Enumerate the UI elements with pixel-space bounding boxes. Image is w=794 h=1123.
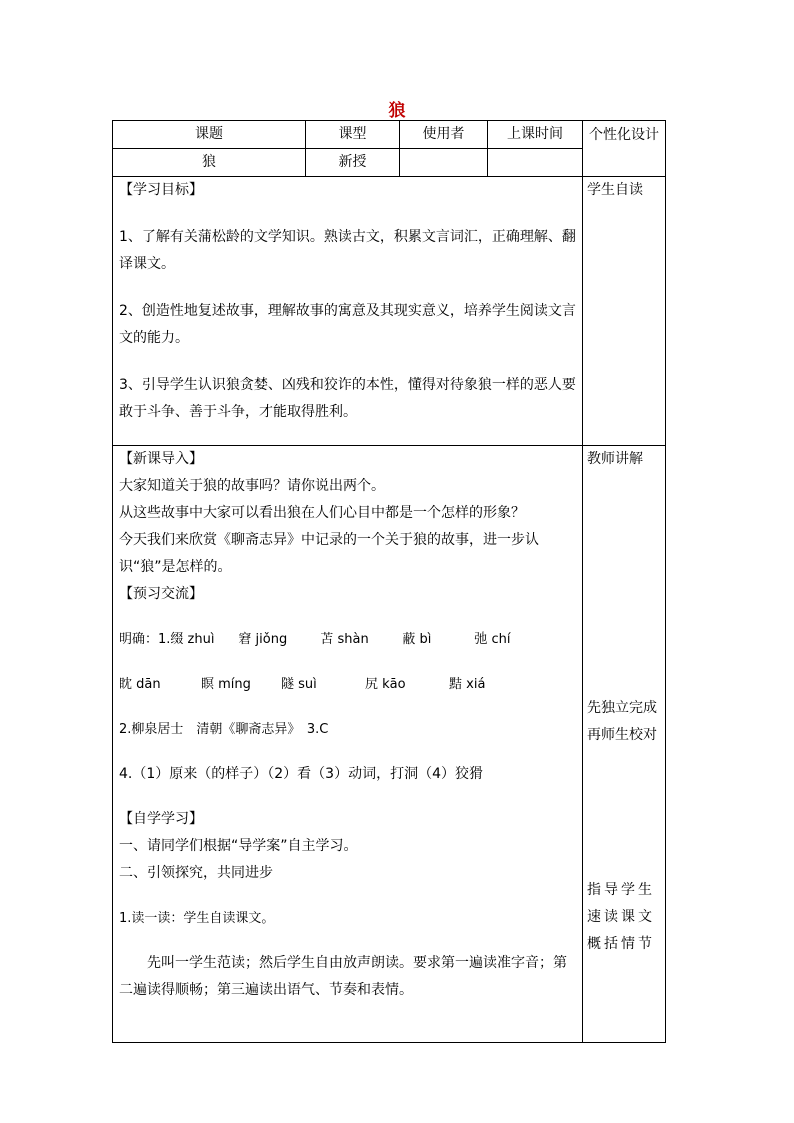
- lesson-plan-table: [112, 120, 666, 1043]
- pinyin-item: 黠 xiá: [449, 677, 486, 692]
- side-note: 学生自读: [587, 182, 643, 198]
- self-study-heading: 【自学学习】: [119, 811, 203, 827]
- info-time: [488, 149, 583, 177]
- self-study-line: 二、引领探究，共同进步: [119, 865, 273, 881]
- intro-heading: 【新课导入】: [119, 451, 203, 467]
- pinyin-item: 蔽 bì: [402, 632, 432, 647]
- info-topic: 狼: [113, 149, 306, 177]
- objective-item: 2、创造性地复述故事，理解故事的寓意及其现实意义，培养学生阅读文言文的能力。: [119, 303, 576, 346]
- intro-line: 今天我们来欣赏《聊斋志异》中记录的一个关于狼的故事，进一步认识“狼”是怎样的。: [119, 532, 539, 575]
- intro-line: 大家知道关于狼的故事吗？请你说出两个。: [119, 478, 385, 494]
- header-time: 上课时间: [488, 121, 583, 149]
- side-note: 再师生校对: [587, 727, 657, 743]
- pinyin-item: 眈 dān: [119, 677, 161, 692]
- pinyin-item: 弛 chí: [474, 632, 511, 647]
- objectives-heading: 【学习目标】: [119, 182, 203, 198]
- pinyin-item: 隧 suì: [281, 677, 317, 692]
- answer-2-3: 2.柳泉居士 清朝《聊斋志异》 3.C: [119, 722, 329, 737]
- answer-prefix: 明确：1.: [119, 632, 171, 647]
- info-type: 新授: [306, 149, 400, 177]
- objectives-row: [113, 177, 666, 446]
- lesson-row: [113, 446, 666, 1043]
- intro-line: 从这些故事中大家可以看出狼在人们心目中都是一个怎样的形象？: [119, 505, 525, 521]
- objective-item: 3、引导学生认识狼贪婪、凶残和狡诈的本性，懂得对待象狼一样的恶人要敢于斗争、善于斗争，才能取得胜利。: [119, 377, 576, 420]
- pinyin-row: [119, 671, 576, 698]
- info-user: [400, 149, 488, 177]
- pinyin-item: 窘 jiǒng: [238, 632, 288, 647]
- side-note: 指导学生速读课文概括情节: [587, 882, 655, 952]
- objective-item: 1、了解有关蒲松龄的文学知识。熟读古文，积累文言词汇，正确理解、翻译课文。: [119, 229, 576, 272]
- side-note: 教师讲解: [587, 451, 643, 467]
- header-type: 课型: [306, 121, 400, 149]
- lesson-cell: [113, 446, 583, 1043]
- page-title: 狼: [388, 101, 406, 121]
- self-study-line: 一、请同学们根据“导学案”自主学习。: [119, 838, 358, 854]
- header-row: [113, 121, 666, 149]
- pinyin-row: [119, 626, 576, 653]
- answer-4: 4.（1）原来（的样子）（2）看（3）动词，打洞（4）狡猾: [119, 766, 483, 782]
- objectives-side: [583, 177, 666, 446]
- preview-heading: 【预习交流】: [119, 586, 203, 602]
- pinyin-item: 苫 shàn: [320, 632, 369, 647]
- lesson-side: [583, 446, 666, 1043]
- read-line: 1.读一读：学生自读课文。: [119, 911, 275, 926]
- header-design: 个性化设计: [583, 121, 666, 177]
- objectives-cell: [113, 177, 583, 446]
- header-user: 使用者: [400, 121, 488, 149]
- side-note: 先独立完成: [587, 700, 657, 716]
- pinyin-item: 缀 zhuì: [170, 632, 215, 647]
- pinyin-item: 尻 kāo: [365, 677, 406, 692]
- header-topic: 课题: [113, 121, 306, 149]
- pinyin-item: 瞑 míng: [201, 677, 251, 692]
- read-detail: 先叫一学生范读；然后学生自由放声朗读。要求第一遍读准字音；第二遍读得顺畅；第三遍读出语气、节奏和表情。: [119, 955, 567, 998]
